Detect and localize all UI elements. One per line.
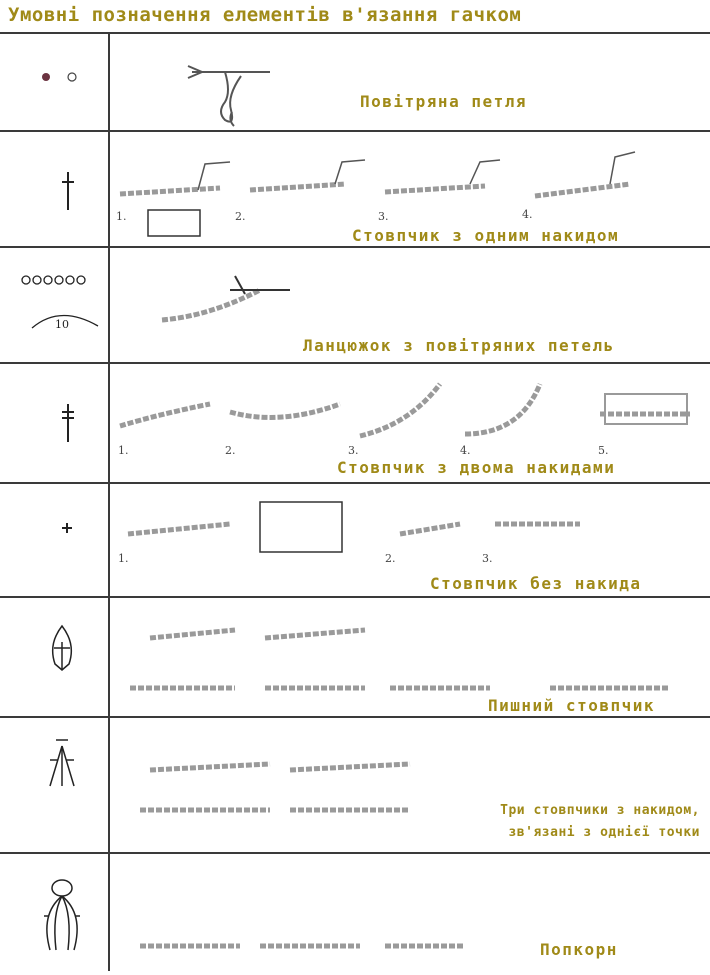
- symbol-cell: [0, 132, 110, 248]
- step-number: 1.: [116, 210, 127, 223]
- step-number: 1.: [118, 444, 129, 457]
- row-label: Стовпчик без накида: [430, 574, 642, 593]
- row-label-line-2: зв'язані з однієї точки: [508, 825, 700, 840]
- step-number: 3.: [348, 444, 359, 457]
- symbol-cell: [0, 34, 110, 132]
- row-treble-crochet: [0, 362, 710, 484]
- step-number: 2.: [385, 552, 396, 565]
- row-double-crochet: [0, 130, 710, 248]
- popcorn-illustration: [110, 854, 710, 971]
- chain-stitch-illustration: [110, 34, 710, 132]
- symbol-cell: [0, 854, 110, 971]
- row-label: Стовпчик з двома накидами: [337, 458, 616, 477]
- illustration-cell: [110, 34, 710, 132]
- step-number: 1.: [118, 552, 129, 565]
- step-number: 4.: [460, 444, 471, 457]
- illustration-cell: [110, 364, 710, 484]
- row-label: Повітряна петля: [360, 92, 527, 111]
- row-chain-stitch: [0, 32, 710, 132]
- symbol-cell: [0, 718, 110, 854]
- row-label: [500, 800, 700, 844]
- symbol-cell: [0, 484, 110, 598]
- illustration-cell: [110, 248, 710, 364]
- page-title: Умовні позначення елементів в'язання гачком: [8, 4, 522, 26]
- symbol-cell: [0, 248, 110, 364]
- step-number: 4.: [522, 208, 533, 221]
- chain-symbol: [0, 248, 108, 364]
- step-number: 2.: [225, 444, 236, 457]
- row-puff-stitch: [0, 596, 710, 718]
- step-number: 3.: [378, 210, 389, 223]
- chain-count: 10: [55, 318, 69, 331]
- step-number: 2.: [235, 210, 246, 223]
- three-dc-together-symbol: [0, 718, 108, 854]
- illustration-cell: [110, 598, 710, 718]
- step-number: 3.: [482, 552, 493, 565]
- step-number: 5.: [598, 444, 609, 457]
- row-label-line-1: Три стовпчики з накидом,: [500, 803, 700, 818]
- row-label: Попкорн: [540, 940, 618, 959]
- symbol-cell: [0, 598, 110, 718]
- row-popcorn: [0, 852, 710, 971]
- illustration-cell: [110, 854, 710, 971]
- symbol-cell: [0, 364, 110, 484]
- double-crochet-symbol: [0, 132, 108, 248]
- illustration-cell: [110, 132, 710, 248]
- row-label: Ланцюжок з повітряних петель: [303, 336, 615, 355]
- row-single-crochet: [0, 482, 710, 598]
- row-label: Стовпчик з одним накидом: [352, 226, 620, 245]
- popcorn-symbol: [0, 854, 108, 971]
- illustration-cell: [110, 718, 710, 854]
- row-chain: [0, 246, 710, 364]
- row-three-dc-together: [0, 716, 710, 854]
- illustration-cell: [110, 484, 710, 598]
- puff-stitch-symbol: [0, 598, 108, 718]
- treble-crochet-symbol: [0, 364, 108, 484]
- row-label: Пишний стовпчик: [488, 696, 655, 715]
- chain-stitch-symbol: [0, 34, 108, 132]
- single-crochet-symbol: [0, 484, 108, 598]
